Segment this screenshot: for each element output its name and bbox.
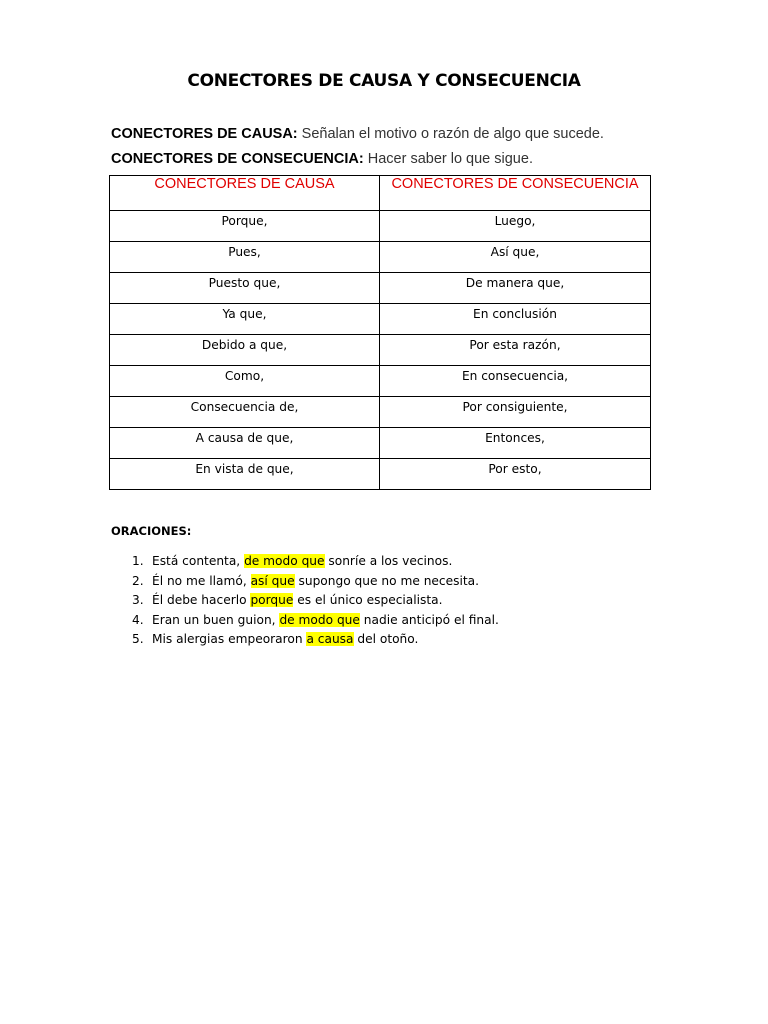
list-item	[111, 572, 499, 592]
list-item	[111, 552, 499, 572]
list-item	[111, 611, 499, 631]
sentence-highlight: de modo que	[244, 554, 325, 568]
cell-causa: Pues,	[110, 242, 380, 273]
cell-causa: Consecuencia de,	[110, 397, 380, 428]
list-item	[111, 630, 499, 650]
table-row	[110, 273, 651, 304]
cell-consecuencia: Por consiguiente,	[380, 397, 651, 428]
sentence-text-after: sonríe a los vecinos.	[324, 554, 453, 568]
cell-causa: Porque,	[110, 211, 380, 242]
definition-term: CONECTORES DE CONSECUENCIA:	[111, 151, 364, 167]
cell-consecuencia: Entonces,	[380, 428, 651, 459]
sentence-text-before: Está contenta,	[152, 554, 245, 568]
sentence-text-before: Él debe hacerlo	[152, 593, 251, 607]
sentence-number: 4.	[132, 612, 144, 627]
header-causa: CONECTORES DE CAUSA	[110, 176, 380, 211]
sentence-text-after: supongo que no me necesita.	[294, 573, 479, 588]
cell-causa: Debido a que,	[110, 335, 380, 366]
sentence-text-after: del otoño.	[353, 632, 419, 646]
cell-consecuencia: De manera que,	[380, 273, 651, 304]
table-row	[110, 242, 651, 273]
page-title: CONECTORES DE CAUSA Y CONSECUENCIA	[187, 71, 581, 91]
table-row	[110, 428, 651, 459]
definition-consecuencia	[111, 151, 533, 167]
definition-causa	[111, 126, 604, 142]
table-row	[110, 335, 651, 366]
table-row	[110, 304, 651, 335]
sentence-number: 1.	[132, 554, 144, 568]
sentence-number: 2.	[132, 573, 144, 588]
cell-causa: Ya que,	[110, 304, 380, 335]
cell-causa: A causa de que,	[110, 428, 380, 459]
sentence-highlight: de modo que	[279, 612, 360, 627]
cell-consecuencia: En consecuencia,	[380, 366, 651, 397]
sentence-text-after: nadie anticipó el final.	[359, 612, 499, 627]
table-header-row	[110, 176, 651, 211]
list-item	[111, 591, 499, 611]
table-row	[110, 459, 651, 490]
sentence-highlight: a causa	[306, 632, 354, 646]
sentences-list	[111, 552, 499, 650]
cell-causa: Como,	[110, 366, 380, 397]
sentence-highlight: porque	[250, 593, 294, 607]
table-row	[110, 397, 651, 428]
header-consecuencia: CONECTORES DE CONSECUENCIA	[380, 176, 651, 211]
sentence-highlight: así que	[250, 573, 295, 588]
cell-causa: Puesto que,	[110, 273, 380, 304]
table-row	[110, 366, 651, 397]
sentence-text-before: Él no me llamó,	[152, 573, 251, 588]
cell-causa: En vista de que,	[110, 459, 380, 490]
definition-description: Señalan el motivo o razón de algo que sucede.	[301, 126, 604, 142]
cell-consecuencia: Así que,	[380, 242, 651, 273]
sentence-number: 3.	[132, 593, 144, 607]
connectors-table	[109, 175, 651, 490]
definition-description: Hacer saber lo que sigue.	[367, 151, 533, 167]
cell-consecuencia: En conclusión	[380, 304, 651, 335]
sentences-heading: ORACIONES:	[111, 524, 192, 538]
definition-term: CONECTORES DE CAUSA:	[111, 126, 298, 142]
cell-consecuencia: Por esta razón,	[380, 335, 651, 366]
sentence-text-before: Eran un buen guion,	[152, 612, 280, 627]
table-body	[110, 211, 651, 490]
cell-consecuencia: Luego,	[380, 211, 651, 242]
sentence-text-after: es el único especialista.	[293, 593, 443, 607]
cell-consecuencia: Por esto,	[380, 459, 651, 490]
sentence-number: 5.	[132, 632, 144, 646]
table-row	[110, 211, 651, 242]
sentence-text-before: Mis alergias empeoraron	[152, 632, 307, 646]
